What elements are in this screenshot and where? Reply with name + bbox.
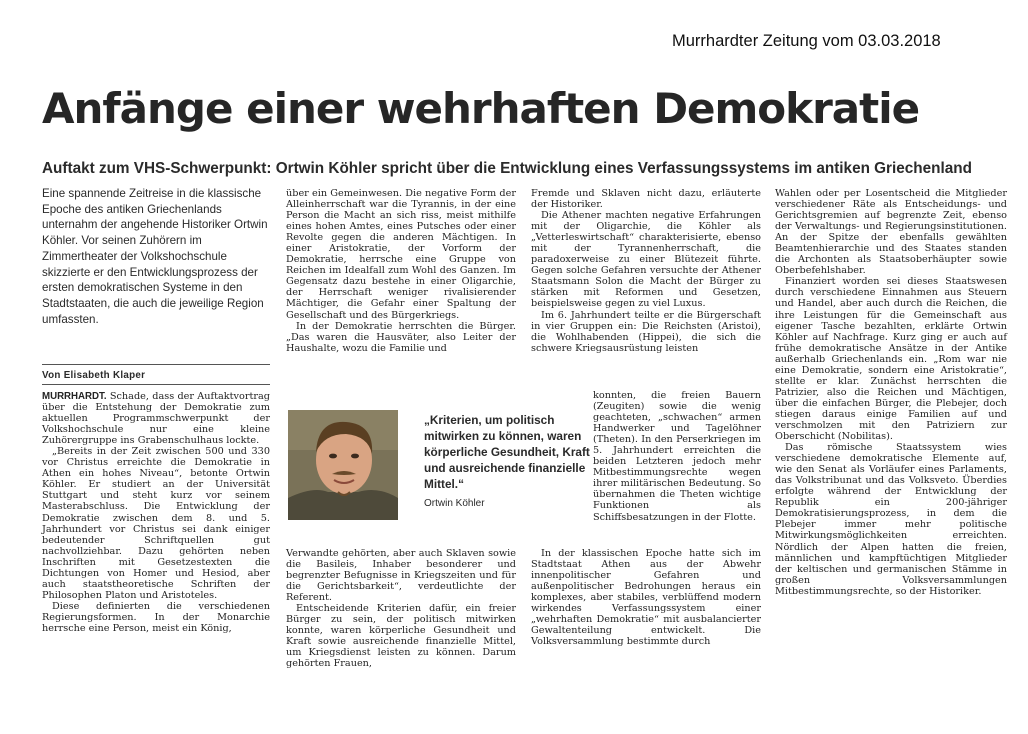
dateline: MURRHARDT. [42, 391, 107, 402]
paragraph: Im 6. Jahrhundert teilte er die Bürgerschaft in vier Gruppen ein: Die Reichsten (Aristoi), die Wohlhabenden (Hippei), die sich die schwere Kriegsausrüstung leisten [531, 309, 761, 354]
article-column-3 [531, 188, 761, 354]
byline-bottom-rule [42, 384, 270, 385]
article-column-2-bottom [286, 548, 516, 670]
article-column-2 [286, 188, 516, 354]
article-headline: Anfänge einer wehrhaften Demokratie [42, 84, 920, 133]
paragraph-text: Schade, dass der Auftaktvortrag über die Entstehung der Demokratie zum aktuellen Programmschwerpunkt der Volkshochschule nur eine kleine Zuhörergruppe ins Grabenschulhaus lockte. [42, 391, 270, 447]
pull-quote-author: Ortwin Köhler [424, 498, 485, 509]
pull-quote: „Kriterien, um politisch mitwirken zu können, waren körperliche Gesundheit, Kraft und ausreichende finanzielle Mittel.“ [424, 413, 590, 491]
paragraph: In der Demokratie herrschten die Bürger. „Das waren die Hausväter, also Leiter der Haushalte, wozu die Familie und [286, 320, 516, 354]
paragraph: konnten, die freien Bauern (Zeugiten) sowie die wenig geachteten, „schwachen“ armen Handwerker und Tagelöhner (Theten). In den Perserkriegen im 5. Jahrhundert erreichten die beiden Letzteren jedoch mehr Mitbestimmungsrechte wegen ihrer militärischen Bedeutung. So übernahmen die Theten wichtige Funktionen als Schiffsbesatzungen in der Flotte. [593, 390, 761, 523]
paragraph: Entscheidende Kriterien dafür, ein freier Bürger zu sein, der politisch mitwirken konnte, waren körperliche Gesundheit und Kraft sowie ausreichende finanzielle Mittel, um Kriegsdienst leisten zu können. Darum gehörten Frauen, [286, 603, 516, 670]
article-column-4 [775, 188, 1007, 597]
article-column-3-narrow [593, 390, 761, 523]
paragraph: „Bereits in der Zeit zwischen 500 und 330 vor Christus erreichte die Demokratie in Athen ein hohes Niveau“, betonte Ortwin Köhler. Er studiert an der Universität Stuttgart und steht kurz vor seinem Masterabschluss. Die Entwicklung der Demokratie zwischen dem 8. und 5. Jahrhundert vor Christus sei dank einiger bedeutender Schriftquellen gut nachvollziehbar. Dazu gehörten neben Inschriften mit Gesetzestexten die Dichtungen von Homer und Hesiod, aber auch staatstheoretische Schriften der Philosophen Platon und Aristoteles. [42, 446, 270, 601]
article-column-1 [42, 391, 270, 634]
article-subheadline: Auftakt zum VHS-Schwerpunkt: Ortwin Köhler spricht über die Entwicklung eines Verfassungssystems im antiken Griechenland [42, 160, 972, 177]
paragraph [42, 391, 270, 446]
newspaper-source-line: Murrhardter Zeitung vom 03.03.2018 [672, 32, 941, 50]
article-column-3-bottom [531, 548, 761, 647]
portrait-photo-graphic [288, 410, 398, 520]
paragraph: Diese definierten die verschiedenen Regierungsformen. In der Monarchie herrsche eine Person, meist ein König, [42, 600, 270, 634]
portrait-photo [288, 410, 398, 520]
article-teaser: Eine spannende Zeitreise in die klassische Epoche des antiken Griechenlands unternahm der angehende Historiker Ortwin Köhler. Vor seinen Zuhörern im Zimmertheater der Volkshochschule skizzierte er den Entwicklungsprozess der ersten demokratischen Systeme in den Stadtstaaten, die auch die jeweilige Region umfassten. [42, 187, 268, 326]
paragraph: Verwandte gehörten, aber auch Sklaven sowie die Basileis, Inhaber besonderer und begrenzter Befugnisse in Kriegszeiten und für die Gerichtsbarkeit“, verdeutlichte der Referent. [286, 548, 516, 604]
paragraph: über ein Gemeinwesen. Die negative Form der Alleinherrschaft war die Tyrannis, in der eine Person die Macht an sich riss, meist mithilfe eines hohen Amtes, eines Putsches oder einer Revolte gegen die anderen Mächtigen. In einer Aristokratie, der Vorform der Demokratie, herrsche eine Gruppe von Reichen im Idealfall zum Wohl des Ganzen. Im Gegensatz dazu bestehe in einer Oligarchie, der Herrschaft weniger rivalisierender Mächtiger, die Gefahr einer Spaltung der Gesellschaft und des Bürgerkriegs. [286, 188, 516, 321]
paragraph: Finanziert worden sei dieses Staatswesen durch verschiedene Einnahmen aus Steuern und Handel, aber auch durch die Reichen, die ihre Leistungen für die Gemeinschaft aus eigener Tasche bezahlten, erklärte Ortwin Köhler auf Nachfrage. Kurz ging er auch auf frühe demokratische Ansätze in der Antike außerhalb Griechenlands ein. „Rom war nie eine Demokratie, sondern eine Aristokratie“, stellte er klar. Zunächst herrschten die Patrizier, also die Reichen und Mächtigen, über die einfachen Bürger, die Plebejer, doch stiegen daraus einige Familien auf und verschmolzen mit den Patriziern zur Oberschicht (Nobilitas). [775, 276, 1007, 443]
paragraph: Wahlen oder per Losentscheid die Mitglieder verschiedener Räte als Entscheidungs- und Gerichtsgremien auf begrenzte Zeit, ebenso der Verwaltungs- und Regierungsinstitutionen. An der Spitze der ebenfalls gewählten Beamtenhierarchie und des Staates standen die Archonten als Staatsoberhäupter sowie Oberbefehlshaber. [775, 188, 1007, 277]
paragraph: Fremde und Sklaven nicht dazu, erläuterte der Historiker. [531, 188, 761, 211]
article-byline: Von Elisabeth Klaper [42, 370, 146, 381]
paragraph: Die Athener machten negative Erfahrungen mit der Oligarchie, die Köhler als „Vetterleswirtschaft“ charakterisierte, ebenso mit der Tyrannenherrschaft, die paradoxerweise zu einer Blütezeit führte. Gegen solche Gefahren versuchte der Athener Staatsmann Solon die Macht der Bürger zu stärken mit Reformen und Gesetzen, beispielsweise gegen zu viel Luxus. [531, 210, 761, 310]
paragraph: In der klassischen Epoche hatte sich im Stadtstaat Athen aus der Abwehr innenpolitischer Gefahren und außenpolitischer Bedrohungen heraus ein komplexes, aber stabiles, verblüffend modern wirkendes Verfassungssystem einer „wehrhaften Demokratie“ mit ausbalancierter Gewaltenteilung entwickelt. Die Volksversammlung bestimmte durch [531, 548, 761, 648]
paragraph: Das römische Staatssystem wies verschiedene demokratische Elemente auf, wie den Senat als Vorläufer eines Parlaments, das Volkstribunat und das Volksveto. Überdies erfolgte während der Entwicklung der Republik ein 200-jähriger Demokratisierungsprozess, in dem die Plebejer immer mehr politische Mitwirkungsmöglichkeiten erreichten. Nördlich der Alpen hatten die freien, männlichen und kampftüchtigen Mitglieder der keltischen und germanischen Stämme in großen Volksversammlungen Mitbestimmungsrechte, so der Historiker. [775, 442, 1007, 597]
byline-top-rule [42, 364, 270, 365]
